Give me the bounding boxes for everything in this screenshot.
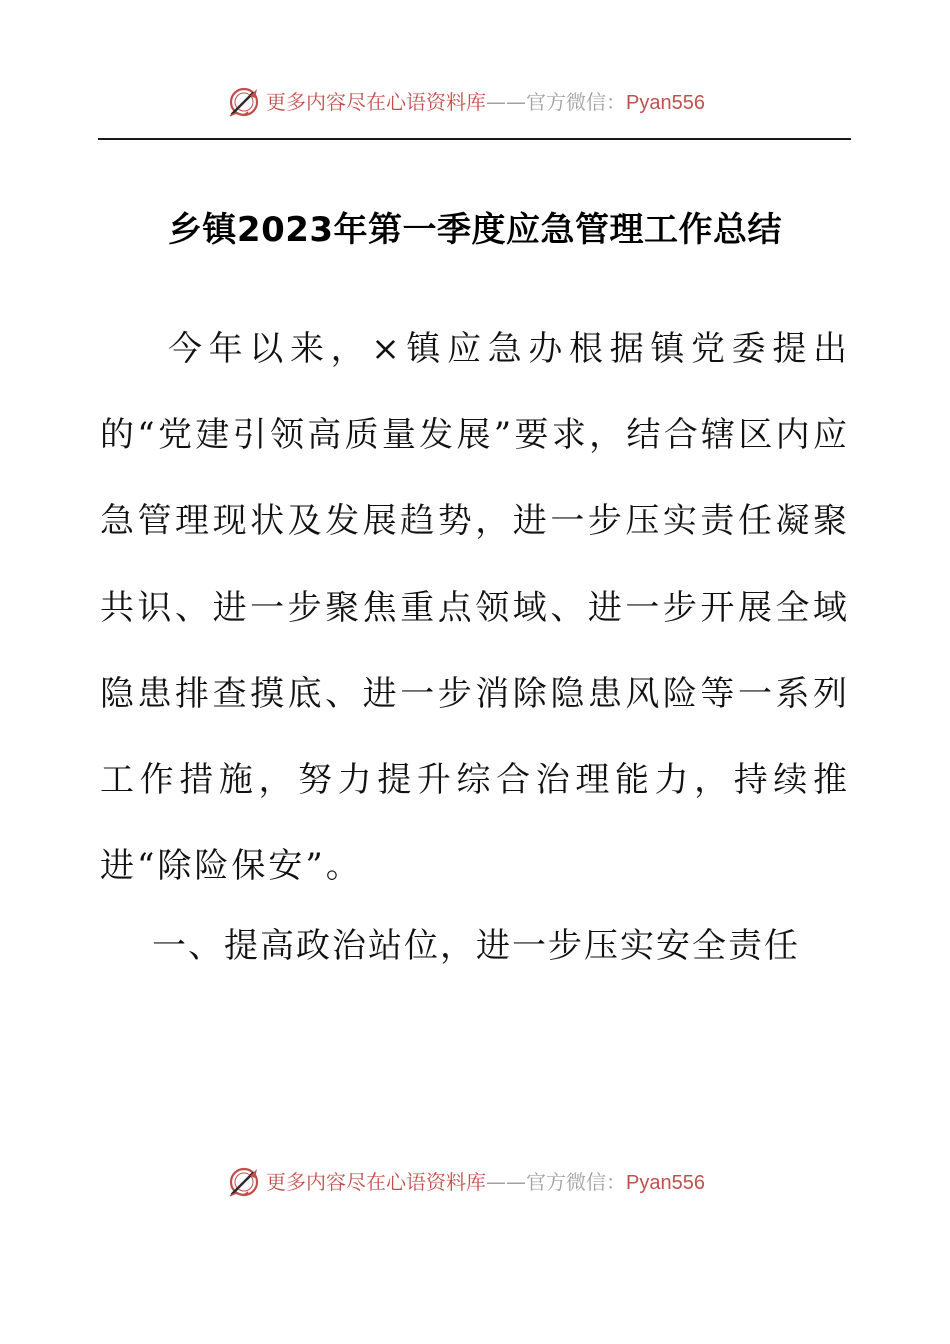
header-dash: ——	[486, 90, 526, 114]
footer-wechat-label: 官方微信：	[526, 1170, 626, 1194]
header-banner-text	[266, 89, 705, 116]
footer-banner	[0, 1162, 950, 1202]
header-wechat-label: 官方微信：	[526, 90, 626, 114]
header-wechat-id: Pyan556	[626, 92, 705, 114]
header-banner	[0, 82, 950, 122]
pen-logo-icon	[226, 1164, 262, 1200]
header-divider	[98, 138, 851, 140]
footer-site-text: 更多内容尽在心语资料库	[266, 1170, 486, 1194]
header-site-text: 更多内容尽在心语资料库	[266, 90, 486, 114]
pen-logo-icon	[226, 84, 262, 120]
document-title: 乡镇2023年第一季度应急管理工作总结	[167, 210, 783, 250]
footer-banner-text	[266, 1169, 705, 1196]
footer-wechat-id: Pyan556	[626, 1172, 705, 1194]
section-heading: 一、提高政治站位，进一步压实安全责任	[152, 926, 800, 966]
body-paragraph: 今年以来，×镇应急办根据镇党委提出的“党建引领高质量发展”要求，结合辖区内应急管理现状及发展趋势，进一步压实责任凝聚共识、进一步聚焦重点领域、进一步开展全域隐患排查摸底、进一步消除隐患风险等一系列工作措施，努力提升综合治理能力，持续推进“除险保安”。	[100, 329, 850, 887]
footer-dash: ——	[486, 1170, 526, 1194]
